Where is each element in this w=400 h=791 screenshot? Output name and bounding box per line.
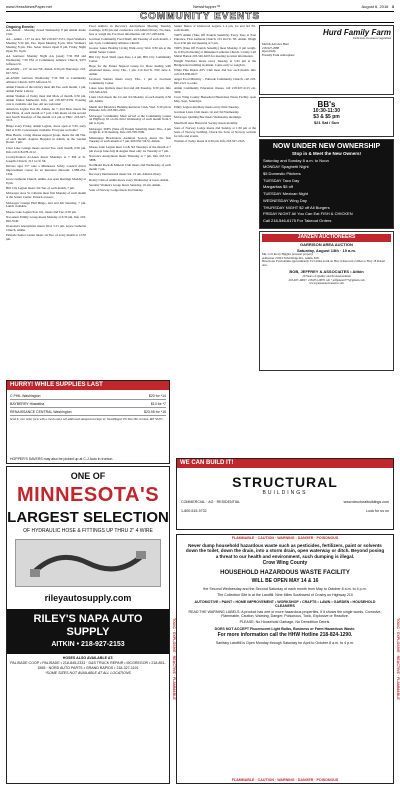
voucher-row bbox=[10, 392, 166, 400]
hurd-logo: Hurd Family Farm bbox=[322, 28, 391, 37]
haz-hhw: HOUSEHOLD HAZARDOUS WASTE FACILITY bbox=[220, 570, 350, 577]
haz-when: the Second Wednesday and the Second Saturday of each month from May to October 8 a.m. to 4 p.m. bbox=[203, 587, 367, 592]
event-item: TOPS (Take Off Pounds Sensibly) meet Monday, 6 pm weigh-in, 6:30 pm meeting at Immanuel Lutheran Church. Crosby Call Mabel Bartek 218-546-6203 for meeting location information. bbox=[174, 46, 256, 58]
event-item: Angel Food Ministry – Palisade Community Church, call 218-845-2121 to order. bbox=[174, 77, 256, 85]
events-heading: Ongoing Events: bbox=[6, 25, 35, 29]
hurry-note: Send in your order form with a check and a self addressed stamped envelope to: NewsHopper PO Box 582, Ironton, MN 56455 bbox=[10, 417, 163, 422]
event-item: Clear Lake Grange meets second Tue. each month, 6:30 pm. Info call 218-678-2212. bbox=[6, 145, 86, 154]
event-item: Crosby/Ironton Al-Anon meets Mondays at 7 PM at St. Joseph's Church, 313 1st St SE. bbox=[6, 154, 86, 163]
event-item: Aitkin Women of Today meet 2nd Mon. of month, 6:30 pm, Aitkin United Methodist. Info, call 218-927-6359. Evening care is available and free. All are welcome! bbox=[6, 94, 86, 106]
haz-open: WILL BE OPEN MAY 14 & 16 bbox=[251, 578, 319, 585]
event-item: Sons of Norway Lodge meets 2nd Sunday at 1:30 pm at the Sons of Norway building. Check the Sons of Norway website for info and events. bbox=[174, 125, 256, 138]
mn-website[interactable]: rileyautosupply.com bbox=[44, 592, 132, 603]
event-item: AA Garrison: Monday Night AA (open) 7:30 PM and Wednesday 7:30 PM at Community Alliance Church, 9475 Jefferson St. bbox=[6, 54, 86, 66]
structural-sub: BUILDINGS bbox=[262, 489, 308, 496]
janzen-bob: BOB, JEFFREY & ASSOCIATES • Aitkin bbox=[289, 269, 364, 275]
event-item: Weight Watchers meets every Tuesday at 5:45 pm at the Bridgewater building in Aitkin. Come early to weigh in. bbox=[174, 58, 256, 67]
special-row: FRIDAY NIGHT All You Can Eat FISH & CHICKEN bbox=[263, 211, 353, 217]
structural-commercial: COMMERCIAL · AG · RESIDENTIAL bbox=[181, 500, 241, 505]
special-row: THURSDAY NIGHT $2 off All Burgers bbox=[263, 204, 330, 210]
janzen-sub: GARRISON AREA AUCTION bbox=[300, 241, 353, 247]
voucher-row bbox=[10, 400, 166, 408]
janzen-loc: Mn. Coll Rooty Higgins personal property bbox=[262, 252, 313, 257]
event-item: Moose Lake Legion Post 161, meets 2nd Tue. 6:30 pm. bbox=[6, 209, 77, 214]
event-item: White Pine Riders ATV Club meet 2nd Sat. each month. Info call 218-838-6227. bbox=[174, 68, 256, 76]
riley-name: RILEY'S NAPA AUTO SUPPLY bbox=[33, 613, 143, 639]
events-column-1 bbox=[6, 25, 86, 380]
event-item: Northland Rock & Mineral Club meets 2nd Wednesday of each month 7 pm. bbox=[89, 163, 171, 171]
event-item: McGregor Quilting Bee meets Wednesday mornings. bbox=[174, 115, 242, 120]
event-item: McGregor Area Sr. Citizens meet first Monday of each month at the Senior Center. Potluck at noon. bbox=[6, 191, 86, 200]
wecan-title: WE CAN BUILD IT! bbox=[177, 459, 393, 468]
special-row: MONDAY Spaghetti Night bbox=[263, 164, 309, 170]
haz-landfill: Sanitary Landfill is Open Monday through Saturday for April to October 8 a.m. to 4 p.m. bbox=[215, 640, 355, 645]
structural-buildings-ad[interactable] bbox=[176, 458, 394, 530]
event-item: Aitkin Friends of the Library meet 4th Tue. each month, 1 pm, Aitkin Public Library. bbox=[6, 85, 86, 93]
event-item: Mississippi Headwaters Audubon Society meets the first Tuesday of each month at 7 pm, 606 NW 5th St, Aitkin. bbox=[89, 135, 171, 144]
structural-footer-2 bbox=[177, 509, 393, 513]
event-item: McGregor TOPS (Take off Pounds Sensibly) meets Thu., 4 pm weigh in, 4:30 meeting. Info 218-768-7099. bbox=[89, 126, 171, 135]
event-item: Hill City Food Shelf open Tues 1-4 pm, Hill City Community Center. bbox=[89, 55, 171, 63]
hurd-tag: Delicious, in-season vegetables bbox=[353, 36, 391, 41]
janzen-phone: 218-927-4900 • 218-851-0870 cell • jeffjanzen777@gmail.com bbox=[288, 277, 365, 282]
event-item: ALANON Garrison Wednesday 7:30 PM at Community Alliance Church, 9475 Jefferson St. bbox=[6, 76, 86, 84]
website-link[interactable]: www.HessNewsPaper.net bbox=[6, 4, 52, 9]
event-item: AA–Aitkin – Meeting closed Wednesday 8 pm Aitkin Alano Club. bbox=[6, 28, 86, 36]
page-date: August 6, 2016 bbox=[361, 4, 389, 9]
section-banner bbox=[6, 11, 394, 23]
structural-phone: 1-800-515-9732 bbox=[181, 508, 207, 513]
haz-band-bottom: FLAMMABLE · CAUTION · WARNING · DANGER · POISONOUS bbox=[231, 777, 339, 782]
mn-stores: PALISADE COOP • PALISADE • 218-845-2333 · D&S TRUCK REPAIR • MCGREGOR • 218-851-1555 · NORD AUTO PARTS • GRAND RAPIDS • 218-327-1191 bbox=[10, 660, 166, 670]
event-item: Overeaters Anonymous meets Wed. 5:15 pm. Grace Lutheran Church, Aitkin. bbox=[6, 224, 86, 232]
riley-aitkin: AITKIN • 218-927-2153 bbox=[51, 641, 125, 649]
event-item: Garrison Lions Club meets 1st and 3rd Wednesday. bbox=[174, 109, 240, 114]
event-item: Recovery International meets Sat. 10 am. Aitkin Library. bbox=[89, 172, 162, 177]
event-item: Greater Lakes Healthy Living Walk every Wed. 9:30 am at the Aitkin Senior Center. bbox=[89, 46, 171, 54]
event-item: American Legion Post 86, Aitkin, Jet 7, 2nd Mon. meets the 2nd Thurs. of each month at 7 p.m. Club meets on the second and fourth Tuesdays of the month at 6 pm at 'Hub.' 218-927-3113. bbox=[6, 107, 86, 123]
haz-side-left: TOXIC · EXPLOSIVE · REACTIVE · FLAMMABLE bbox=[172, 618, 176, 700]
event-item: Aitkin Community Education classes, call 218-927-2115 ext. 3209. bbox=[174, 86, 256, 95]
janzen-auction-ad[interactable] bbox=[259, 231, 394, 371]
event-item: Grace Lutheran Church, Aitkin, AA open meetings Monday at 8 pm. bbox=[6, 176, 86, 185]
janzen-date: Saturday, August 13th · 10 a.m. bbox=[296, 247, 357, 253]
hurry-title: HURRY! WHILE SUPPLIES LAST bbox=[7, 381, 169, 390]
event-item: ALANON – 137 1st Ave NE, Aitkin. 6:30 pm Thursdays. 218-927-5551. bbox=[6, 66, 86, 75]
paper-name: NewsHopper™ bbox=[193, 4, 221, 9]
hazardous-waste-ad[interactable] bbox=[176, 534, 394, 784]
event-item: Palisade Senior Center meets 1st Tue. of every month at 12:30 pm. bbox=[6, 233, 86, 242]
event-item: Sons of Norway Lodge meets 2nd Sunday. bbox=[89, 188, 144, 193]
event-item: AA – Aitkin – 137 1st Ave. NE 218-927-5551. Open Women's Meeting 5:30 pm, Tue. Open Meeting 8 pm, Wed. Women's Meeting 8 pm, Thu. Sober Sisters Open 8 pm, Friday Night Open Fri. 8 pm. bbox=[6, 37, 86, 53]
hurry-savers-box bbox=[6, 380, 170, 464]
mn-avail bbox=[7, 654, 169, 678]
event-item: Lakes Area Quilters meet 2nd and 4th Tuesday, 6:30 pm. Info 218-546-2222. bbox=[89, 86, 171, 95]
new-ownership-ad[interactable] bbox=[259, 139, 394, 229]
bb-ad[interactable] bbox=[259, 97, 394, 137]
special-row: TUESDAY Mexican Night bbox=[263, 191, 308, 197]
event-item: Moose Lake Legion meet 1st & 3rd Tuesdays of the month at 7 pm except June-July & August meet only 1st Tuesday at 7 pm. bbox=[89, 144, 171, 153]
riley-black-box bbox=[7, 609, 169, 653]
bb-hours: 10:30-11:30 bbox=[313, 108, 340, 115]
haz-cats: AUTOMOTIVE • PAINT • HOME IMPROVEMENT • WORKSHOP • CRAFTS • LAWN • GARDEN • HOUSEHOLD CLEANERS bbox=[194, 599, 376, 608]
hurd-open: Open Daily bbox=[262, 49, 276, 54]
haz-please: PLEASE: No Household Garbage, No Demolition Debris. bbox=[239, 620, 331, 625]
special-row: Call 218-546-6175 For Takeout Orders bbox=[263, 218, 332, 224]
event-item: Crow Wing County Household Hazardous Waste Facility open May–Sept, Saturdays. bbox=[174, 95, 256, 104]
voucher-item: RENAISSANCE CENTRAL Washington bbox=[10, 409, 72, 414]
voucher-item: BAYBERRY Hiawatha bbox=[10, 401, 45, 406]
voucher-price: $23.95 for *15 bbox=[144, 409, 166, 414]
event-item: McGregor Grange Hall Bingo, 2nd and 4th Saturday, 7 pm. Lunch available. bbox=[6, 200, 86, 209]
janzen-site[interactable]: www.janzenauctioneers.com bbox=[309, 281, 344, 286]
voucher-row bbox=[10, 408, 166, 416]
ownership-sub: Stop in & Meet the New Owners! bbox=[291, 151, 361, 157]
voucher-price: $10 for *7 bbox=[150, 401, 166, 406]
page-number: 3 bbox=[391, 4, 394, 9]
ads-column bbox=[259, 25, 394, 373]
special-row: $5 Domestic Pitchers bbox=[263, 170, 301, 176]
structural-extra: Look for us on bbox=[366, 508, 389, 513]
riley-napa-ad[interactable] bbox=[6, 466, 170, 784]
hurd-loc: Mall & Advance Hunt bbox=[262, 41, 289, 46]
mn-fine: *SOME SIZES NOT AVAILABLE AT ALL LOCATIONS bbox=[45, 670, 131, 675]
special-row: Saturday and Sunday 8 a.m. to Noon bbox=[263, 157, 329, 163]
voucher-item: C PHIL Washington bbox=[10, 393, 41, 398]
event-item: Hill City Legion meets 3rd Tue. of each month, 7 pm. bbox=[6, 186, 75, 191]
events-column-3 bbox=[174, 25, 256, 380]
voucher-price: $20 for *14 bbox=[148, 393, 166, 398]
mn-avail-title: HOSES ALSO AVAILABLE AT: bbox=[62, 655, 114, 660]
bb-extra: $21 Sat / Sun bbox=[314, 120, 339, 126]
event-item: Serenity Women's Group meets Saturday, 10 am, Aitkin. bbox=[89, 182, 161, 187]
mn-largest: LARGEST SELECTION bbox=[7, 509, 169, 527]
haz-donot: DOES NOT ACCEPT Fluorescent Light Bulbs, Business or Farm Hazardous Waste. bbox=[214, 626, 356, 631]
haz-where: The Collection Site is at the Landfill. Nine Miles Southwest of Crosby on Highway 210 bbox=[217, 593, 353, 598]
section-title: COMMUNITY EVENTS bbox=[139, 11, 261, 23]
haz-read: READ THE WARNING LABELS: A product has one or more hazardous properties, if it shows the single words, Corrosive, Flammable, Caution, Warning, Danger, Poisonous, Toxic, Explosive or Reactive. bbox=[188, 610, 382, 619]
event-item: Rotary Club of Aitkin meets every Wednesday at noon, Aitkin. bbox=[89, 177, 169, 182]
haz-intro: Never dump household hazardous waste such as pesticides, fertilizers, paint or solvents down the toilet, down the drain, into a storm drain, open waterway or ditch. Beyond posing a threat to our health and environment, such dumping is illegal. bbox=[185, 543, 385, 559]
hurry-footer: HOPPER'S SAVERS may also be picked up at C-J Auto in Ironton. bbox=[10, 456, 114, 461]
mn-one-of: ONE OF bbox=[70, 471, 106, 481]
hose-icon bbox=[28, 543, 148, 583]
event-item: Drivers ages 55+ take a Minnesota Safety Council driver improvement course for an insurance discount. 1-888-234-1294. bbox=[6, 164, 86, 176]
event-item: Food Addicts in Recovery Anonymous Meeting Tuesday evenings, 6:30 pm and conference call Aitkin Library. No dues, fees or weigh ins. For more information call 217-248-6434. bbox=[89, 25, 171, 36]
event-item: Blue Hearts, a lung disease support group, meets the 4th Thu. of each month. Aspirus Hospital in Aitkin, in the Garden Room. 1 pm. bbox=[6, 132, 86, 145]
event-item: Emily Legion Auxiliary meets every third Tuesday. bbox=[174, 104, 240, 109]
event-item: Lions Club meets the 1st and 3rd Monday of each month, 6:30 pm, Aitkin. bbox=[89, 95, 171, 104]
bb-title: BB's bbox=[317, 100, 336, 109]
event-item: Women of Today meets at 6:30 pm. Info 218-927-2345. bbox=[174, 138, 246, 143]
janzen-title: JANZEN AUCTIONEERS bbox=[262, 234, 391, 242]
event-item: Nar-Anon Family Group meets Monday at 6:30 pm. Info 218-820-5540. bbox=[6, 215, 86, 223]
hose-fittings-image bbox=[15, 539, 161, 587]
janzen-years: 20 Years of Quality and Professionalism bbox=[302, 274, 351, 279]
structural-footer bbox=[177, 500, 393, 504]
event-item: Bingo every Friday, Aitkin Legion, doors open at 5:30, early bird at 6:30. Concessions available. Everyone welcome! bbox=[6, 123, 86, 132]
event-item: Senior Dance at Glenwood Legion, 1-4 pm, 1st and 3rd Fri. each month. bbox=[174, 25, 256, 32]
events-column-2 bbox=[89, 25, 171, 380]
mn-sub: OF HYDRAULIC HOSE & FITTINGS UP THRU 2" 4 WIRE bbox=[23, 527, 153, 534]
structural-logo: STRUCTURAL bbox=[232, 474, 338, 491]
special-row: TUESDAY Taco Day bbox=[263, 177, 300, 183]
haz-county: Crow Wing County bbox=[262, 560, 308, 567]
janzen-info: Directions: From Aitkin approximately 33.5 miles north on Hwy 6 then turn 2 miles to Hwy 18 Robert Ave. bbox=[262, 259, 386, 267]
hurd-farm-ad[interactable] bbox=[259, 25, 394, 95]
event-item: TOPS Aitkin (Take Off Pounds Sensibly) Every Tues at East Entrance, First Lutheran Church, 101 2nd St. SE, Aitkin. Weigh in at 4:30 pm and meeting at 5 pm. bbox=[174, 33, 256, 45]
haz-band-top: FLAMMABLE · CAUTION · WARNING · DANGER · POISONOUS bbox=[231, 536, 339, 540]
hurd-phone: 218-927-2688 bbox=[262, 45, 279, 50]
haz-info: For more information call the HHW Hotline 218-824-1290. bbox=[217, 631, 353, 638]
special-row: Margaritas $5 off bbox=[263, 184, 293, 190]
event-item: Merrifield Area Historical Society meets monthly. bbox=[174, 120, 238, 125]
structural-site[interactable]: www.structuralbuildings.com bbox=[343, 500, 389, 505]
event-item: Garrison Community Food Shelf, 4th Tuesday of each month, 1 pm-3 pm, Community Alliance Church. bbox=[89, 36, 171, 45]
haz-side-right: TOXIC · EXPLOSIVE · REACTIVE · FLAMMABLE bbox=[396, 618, 400, 700]
event-item: Hope for the Future Support Group for those dealing with emotional issues, every Thu., 1 pm, 210 2nd St. NW, suite 4, Aitkin. bbox=[89, 64, 171, 76]
special-row: WEDNESDAY Wing Day bbox=[263, 197, 307, 203]
janzen-addr: Addresses 21924 Tribal Ridge Rd., Aitkin, MN bbox=[262, 255, 319, 260]
hurd-note: Friendly Farm Atmosphere bbox=[262, 52, 295, 57]
event-item: Narcotics Anonymous meets Thursday at 7 pm. Info 218-513-5888. bbox=[89, 153, 171, 162]
event-item: Marsh and Meadows Hunting Retriever Club, Wed. 5:30 pm in Palisade. Info 218-845-2261. bbox=[89, 104, 171, 113]
event-item: Jacobson Seniors meets every Thu., 1 pm at Jacobson Community Center. bbox=[89, 77, 171, 85]
mn-minnesota: MINNESOTA'S bbox=[16, 483, 160, 506]
bb-price: $3 & $5 pm bbox=[313, 114, 340, 121]
event-item: McGregor Community Meal served at the Community Center on Highway 65 on the third Wednesday of each month from 5 pm to 6 pm. bbox=[89, 113, 171, 126]
haz-inner bbox=[185, 543, 385, 775]
ownership-title: NOW UNDER NEW OWNERSHIP bbox=[272, 143, 381, 150]
